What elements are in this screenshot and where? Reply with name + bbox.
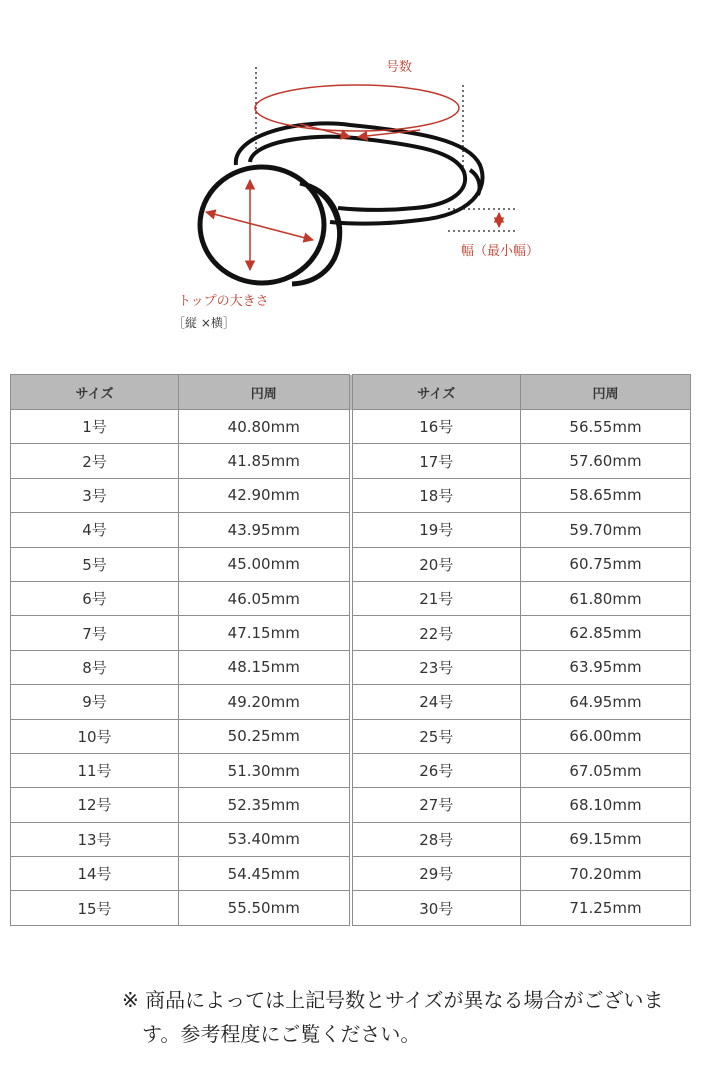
table-row (11, 581, 691, 615)
table-row (11, 753, 691, 787)
size-cell: 28号 (351, 822, 521, 856)
size-cell: 12号 (11, 788, 179, 822)
size-cell: 19号 (351, 513, 521, 547)
size-cell: 5号 (11, 547, 179, 581)
size-cell: 22号 (351, 616, 521, 650)
size-cell: 7号 (11, 616, 179, 650)
top-size-sublabel: ［縦 ×横］ (173, 316, 235, 330)
size-cell: 6号 (11, 581, 179, 615)
size-cell: 10号 (11, 719, 179, 753)
size-label: 号数 (386, 60, 413, 75)
size-cell: 11号 (11, 753, 179, 787)
circumference-cell: 71.25mm (521, 891, 691, 926)
size-table-body (11, 410, 691, 926)
size-cell: 25号 (351, 719, 521, 753)
size-cell: 14号 (11, 857, 179, 891)
guide-lines (256, 67, 515, 231)
ring-illustration (200, 123, 483, 284)
size-cell: 27号 (351, 788, 521, 822)
circumference-cell: 58.65mm (521, 478, 691, 512)
table-row (11, 719, 691, 753)
table-header-row (11, 375, 691, 410)
top-size-label: トップの大きさ (178, 294, 269, 309)
table-row (11, 410, 691, 444)
table-row (11, 822, 691, 856)
size-cell: 29号 (351, 857, 521, 891)
size-cell: 16号 (351, 410, 521, 444)
circumference-cell: 42.90mm (179, 478, 351, 512)
circumference-cell: 68.10mm (521, 788, 691, 822)
note-line-2: す。参考程度にご覧ください。 (142, 1022, 421, 1046)
size-cell: 26号 (351, 753, 521, 787)
circumference-cell: 45.00mm (179, 547, 351, 581)
header-size: サイズ (351, 375, 521, 410)
size-cell: 18号 (351, 478, 521, 512)
circumference-cell: 60.75mm (521, 547, 691, 581)
circumference-cell: 41.85mm (179, 444, 351, 478)
width-label: 幅（最小幅） (461, 244, 540, 259)
circumference-cell: 47.15mm (179, 616, 351, 650)
circumference-cell: 57.60mm (521, 444, 691, 478)
size-cell: 3号 (11, 478, 179, 512)
table-row (11, 788, 691, 822)
circumference-cell: 70.20mm (521, 857, 691, 891)
size-cell: 23号 (351, 650, 521, 684)
table-row (11, 444, 691, 478)
circumference-cell: 51.30mm (179, 753, 351, 787)
note-line-1: ※ 商品によっては上記号数とサイズが異なる場合がございま (122, 988, 664, 1012)
size-cell: 17号 (351, 444, 521, 478)
circumference-cell: 52.35mm (179, 788, 351, 822)
size-cell: 9号 (11, 685, 179, 719)
circumference-cell: 59.70mm (521, 513, 691, 547)
size-table (10, 374, 691, 926)
circumference-cell: 40.80mm (179, 410, 351, 444)
circumference-cell: 48.15mm (179, 650, 351, 684)
size-cell: 13号 (11, 822, 179, 856)
circumference-cell: 55.50mm (179, 891, 351, 926)
size-cell: 30号 (351, 891, 521, 926)
width-annotation (461, 213, 539, 259)
header-circumference: 円周 (521, 375, 691, 410)
circumference-cell: 50.25mm (179, 719, 351, 753)
circumference-cell: 69.15mm (521, 822, 691, 856)
header-circumference: 円周 (179, 375, 351, 410)
circumference-cell: 43.95mm (179, 513, 351, 547)
circumference-cell: 62.85mm (521, 616, 691, 650)
circumference-cell: 67.05mm (521, 753, 691, 787)
size-cell: 8号 (11, 650, 179, 684)
top-annotation (173, 180, 313, 330)
table-row (11, 857, 691, 891)
circumference-cell: 53.40mm (179, 822, 351, 856)
circumference-cell: 64.95mm (521, 685, 691, 719)
size-cell: 21号 (351, 581, 521, 615)
table-row (11, 547, 691, 581)
circumference-cell: 66.00mm (521, 719, 691, 753)
size-note (122, 983, 682, 1051)
table-row (11, 616, 691, 650)
table-row (11, 650, 691, 684)
table-row (11, 891, 691, 926)
size-cell: 1号 (11, 410, 179, 444)
size-cell: 20号 (351, 547, 521, 581)
size-cell: 24号 (351, 685, 521, 719)
circumference-cell: 56.55mm (521, 410, 691, 444)
size-cell: 15号 (11, 891, 179, 926)
size-cell: 2号 (11, 444, 179, 478)
circumference-cell: 54.45mm (179, 857, 351, 891)
circumference-cell: 49.20mm (179, 685, 351, 719)
table-row (11, 685, 691, 719)
table-row (11, 513, 691, 547)
circumference-cell: 46.05mm (179, 581, 351, 615)
ring-diagram (0, 0, 727, 350)
table-row (11, 478, 691, 512)
size-cell: 4号 (11, 513, 179, 547)
circumference-cell: 61.80mm (521, 581, 691, 615)
header-size: サイズ (11, 375, 179, 410)
circumference-cell: 63.95mm (521, 650, 691, 684)
